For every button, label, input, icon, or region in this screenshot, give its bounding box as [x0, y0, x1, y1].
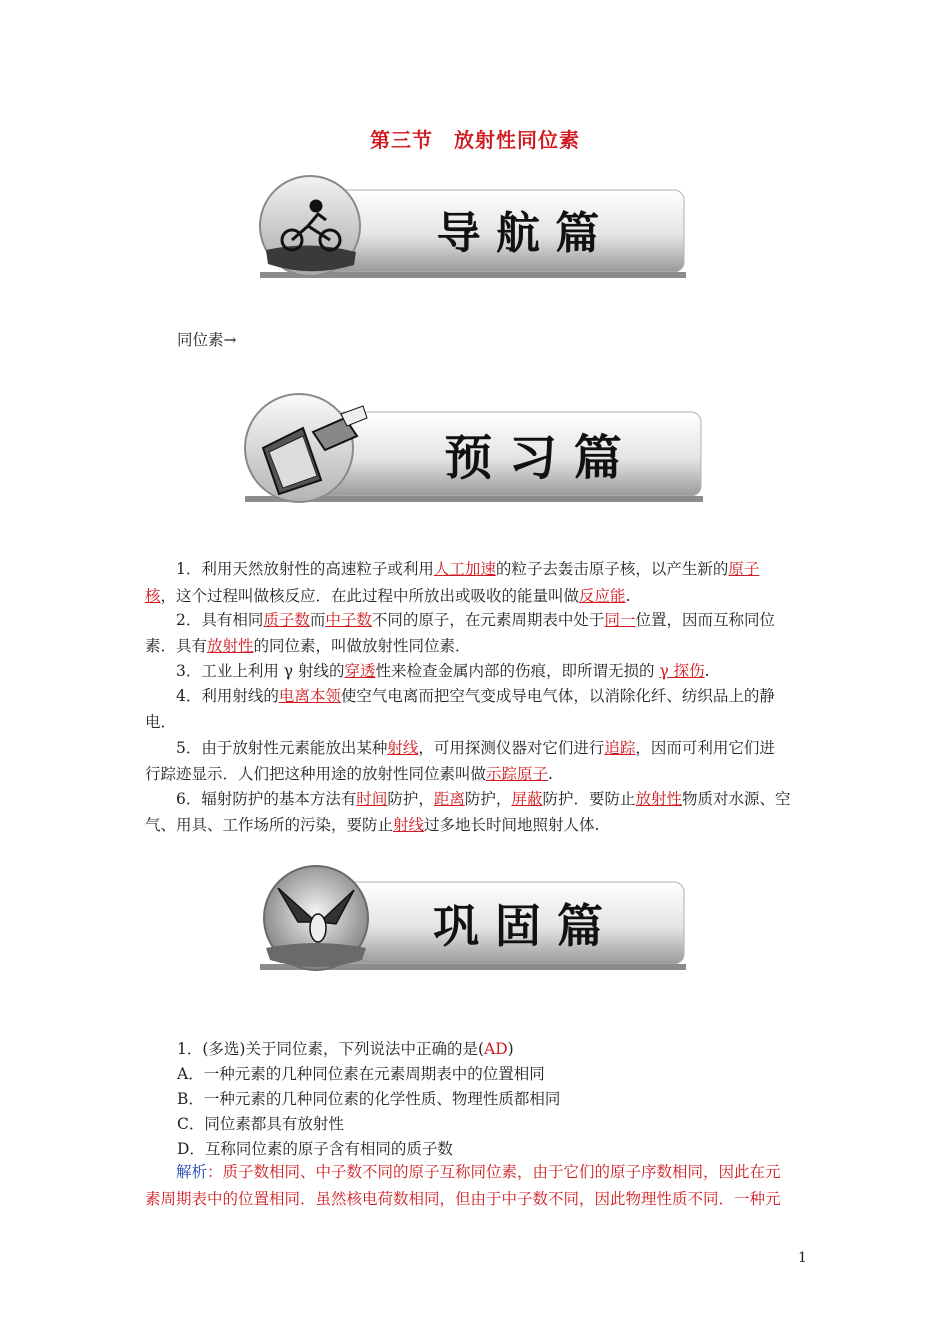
preview-p1-line1: 1．利用天然放射性的高速粒子或利用人工加速的粒子去轰击原子核，以产生新的原子	[176, 560, 760, 578]
preview-p4-line1: 4．利用射线的电离本领使空气电离而把空气变成导电气体，以消除化纤、纺织品上的静	[176, 687, 775, 705]
question-answer: AD	[484, 1040, 508, 1058]
preview-p5-line2: 行踪迹显示．人们把这种用途的放射性同位素叫做示踪原子.	[145, 765, 553, 783]
question-stem: 1．(多选)关于同位素，下列说法中正确的是(AD)	[177, 1040, 514, 1058]
analysis-line2: 素周期表中的位置相同．虽然核电荷数相同，但由于中子数不同，因此物理性质不同．一种元	[145, 1190, 781, 1208]
option-d: D．互称同位素的原子含有相同的质子数	[177, 1140, 453, 1158]
preview-p4-line2: 电．	[145, 713, 177, 731]
analysis-line1: 解析：质子数相同、中子数不同的原子互称同位素，由于它们的原子序数相同，因此在元	[176, 1163, 781, 1181]
page-title: 第三节 放射性同位素	[370, 128, 580, 152]
preview-p5-line1: 5．由于放射性元素能放出某种射线，可用探测仪器对它们进行追踪，因而可利用它们进	[176, 739, 775, 757]
consolidate-banner	[258, 862, 690, 974]
preview-p2-line2: 素．具有放射性的同位素，叫做放射性同位素．	[145, 637, 471, 655]
preview-p6-line2: 气、用具、工作场所的污染，要防止射线过多地长时间地照射人体.	[145, 816, 600, 834]
option-c: C．同位素都具有放射性	[177, 1115, 344, 1133]
preview-p2-line1: 2．具有相同质子数而中子数不同的原子，在元素周期表中处于同一位置，因而互称同位	[176, 611, 775, 629]
preview-p6-line1: 6．辐射防护的基本方法有时间防护，距离防护，屏蔽防护．要防止放射性物质对水源、空	[176, 790, 791, 808]
preview-p1-line2: 核，这个过程叫做核反应．在此过程中所放出或吸收的能量叫做反应能.	[145, 587, 631, 605]
preview-banner-label: 预 习 篇	[444, 430, 622, 486]
consolidate-banner-label: 巩 固 篇	[432, 899, 604, 953]
navigation-banner	[258, 170, 690, 282]
analysis-label: 解析	[176, 1163, 208, 1181]
preview-banner	[243, 388, 707, 506]
option-b: B．一种元素的几种同位素的化学性质、物理性质都相同	[177, 1090, 561, 1108]
page-number: 1	[798, 1250, 807, 1266]
nav-text: 同位素→	[177, 331, 237, 349]
option-a: A．一种元素的几种同位素在元素周期表中的位置相同	[177, 1065, 545, 1083]
navigation-banner-label: 导 航 篇	[436, 208, 600, 259]
preview-p3: 3．工业上利用 γ 射线的穿透性来检查金属内部的伤痕，即所谓无损的 γ 探伤.	[176, 662, 710, 680]
